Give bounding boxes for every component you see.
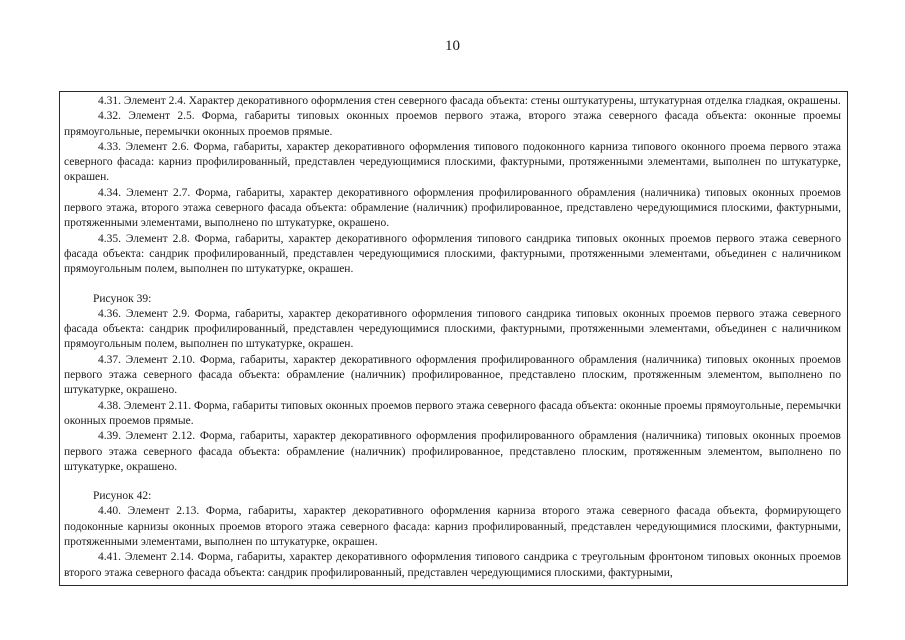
page-number: 10 [445,38,460,54]
paragraph-4-33: 4.33. Элемент 2.6. Форма, габариты, характер декоративного оформления типового подоконного карниза типового оконного проема первого этажа северного фасада: карниз профилированный, представлен чередующимися плоскими, фактурными, протяженными элементами, выполнен по штукатурке, окрашен. [64,140,841,184]
paragraph-4-35: 4.35. Элемент 2.8. Форма, габариты, характер декоративного оформления типового сандрика типовых оконных проемов первого этажа северного фасада объекта: сандрик профилированный, представлен чередующимися плоскими, фактурными, протяженными элементами, объединен с наличником прямоугольным полем, выполнен по штукатурке, окрашен. [64,232,841,276]
document-text-frame [59,91,848,586]
paragraph-4-34: 4.34. Элемент 2.7. Форма, габариты, характер декоративного оформления профилированного обрамления (наличника) типовых оконных проемов первого этажа, второго этажа северного фасада объекта: обрамление (наличник) профилированное, представлено чередующимися плоскими, фактурными, протяженными элементами, выполнено по штукатурке, окрашено. [64,186,841,230]
paragraph-4-32: 4.32. Элемент 2.5. Форма, габариты типовых оконных проемов первого этажа, второго этажа северного фасада объекта: оконные проемы прямоугольные, перемычки оконных проемов прямые. [64,110,841,138]
paragraph-4-37: 4.37. Элемент 2.10. Форма, габариты, характер декоративного оформления профилированного обрамления (наличника) типовых оконных проемов первого этажа северного фасада объекта: обрамление (наличник) профилированное, представлено плоским, протяженным элементом, выполнено по штукатурке, окрашено. [64,353,841,397]
figure-caption-39: Рисунок 39: [93,292,152,305]
figure-caption-42: Рисунок 42: [93,490,152,503]
paragraph-4-41: 4.41. Элемент 2.14. Форма, габариты, характер декоративного оформления типового сандрика с треугольным фронтоном типовых оконных проемов второго этажа северного фасада объекта: сандрик профилированный, представлен чередующимися плоскими, фактурными, [64,551,841,579]
paragraph-4-40: 4.40. Элемент 2.13. Форма, габариты, характер декоративного оформления карниза второго этажа северного фасада объекта, формирующего подоконные карнизы оконных проемов второго этажа северного фасада: карниз профилированный, представлен чередующимися плоскими, фактурными, протяженными элементами, выполнен по штукатурке, окрашен. [64,505,841,549]
paragraph-4-39: 4.39. Элемент 2.12. Форма, габариты, характер декоративного оформления профилированного обрамления (наличника) типовых оконных проемов первого этажа северного фасада объекта: обрамление (наличник) профилированное, представлено плоским, протяженным элементом, выполнено по штукатурке, окрашено. [64,430,841,473]
paragraph-4-38: 4.38. Элемент 2.11. Форма, габариты типовых оконных проемов первого этажа северного фасада объекта: оконные проемы прямоугольные, перемычки оконных проемов прямые. [64,399,841,427]
paragraph-4-31: 4.31. Элемент 2.4. Характер декоративного оформления стен северного фасада объекта: стены оштукатурены, штукатурная отделка гладкая, окрашены. [98,95,841,107]
paragraph-4-36: 4.36. Элемент 2.9. Форма, габариты, характер декоративного оформления типового сандрика типовых оконных проемов первого этажа северного фасада объекта: сандрик профилированный, представлен чередующимися плоскими, фактурными, протяженными элементами, объединен с наличником прямоугольным полем, выполнен по штукатурке, окрашен. [64,307,841,351]
